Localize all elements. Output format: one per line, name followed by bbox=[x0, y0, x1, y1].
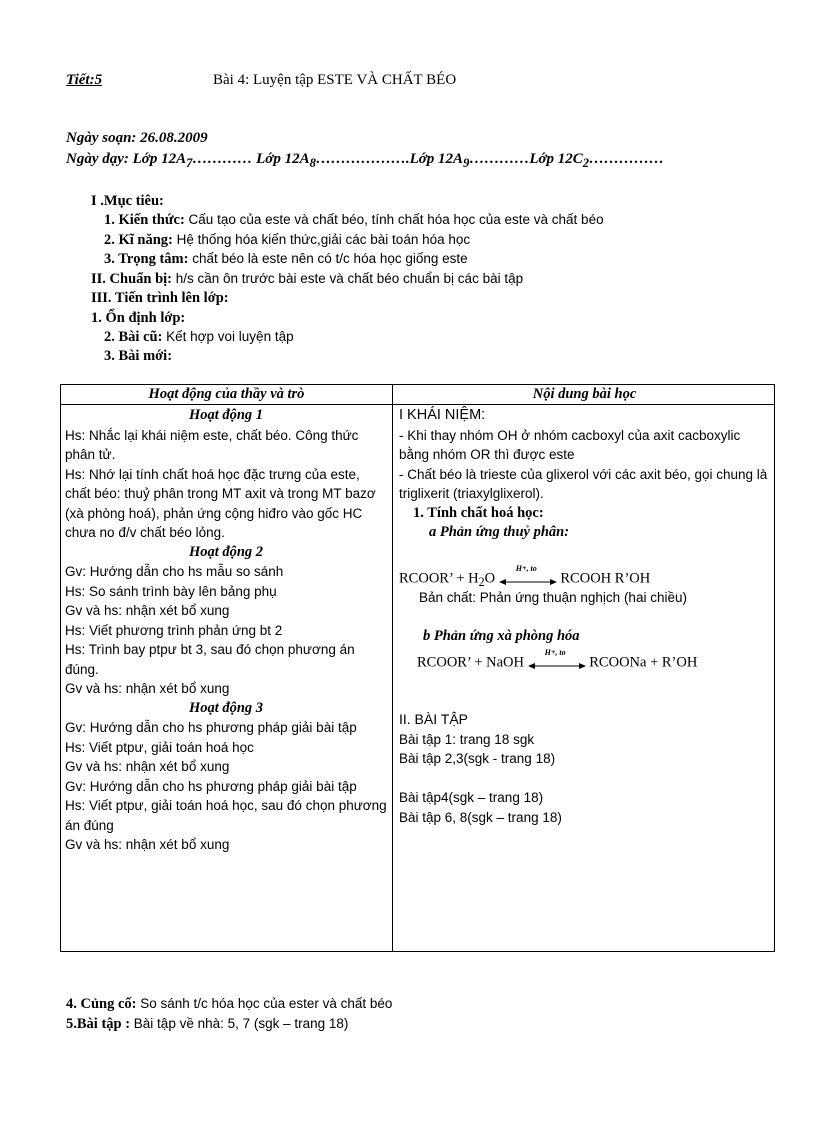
consolidation-text: So sánh t/c hóa học của ester và chất béo bbox=[136, 996, 393, 1011]
consolidation bbox=[66, 996, 392, 1013]
eq2-reactants: RCOOR’ + NaOH bbox=[417, 654, 524, 671]
class-stabilize-text: 1. Ổn định lớp: bbox=[91, 310, 186, 326]
teaching-date-prefix: Ngày dạy: Lớp 12A bbox=[66, 151, 187, 167]
class-stabilize bbox=[91, 310, 185, 327]
activity-3-heading: Hoạt động 3 bbox=[188, 699, 264, 716]
preparation-text: h/s cần ôn trước bài este và chất béo chuẩn bị các bài tập bbox=[172, 271, 524, 286]
exercises-heading: II. BÀI TẬP bbox=[399, 711, 468, 727]
activity-line: Gv và hs: nhận xét bổ xung bbox=[65, 603, 230, 618]
prep-date: Ngày soạn: 26.08.2009 bbox=[66, 130, 208, 146]
class-sub-2: 8 bbox=[309, 156, 316, 170]
properties-heading: 1. Tính chất hoá học: bbox=[413, 504, 544, 521]
saponification-equation bbox=[417, 648, 698, 673]
hydrolysis-heading: a Phản ứng thuỷ phân: bbox=[429, 524, 570, 540]
activity-line: Hs: Nhớ lại tính chất hoá học đặc trưng của este, chất béo: thuỷ phân trong MT axit và trong MT bazơ (xà phòng hoá), phản ứng cộng hiđro vào gốc HC chưa no đ/v chất béo lỏng. bbox=[65, 466, 376, 540]
objectives-heading bbox=[91, 193, 164, 210]
hydrolysis-nature: Bản chất: Phản ứng thuận nghịch (hai chiều) bbox=[419, 590, 687, 605]
objective-focus bbox=[104, 251, 468, 268]
activities-cell bbox=[65, 406, 387, 855]
teaching-date-mid-2: ……………….Lớp 12A bbox=[315, 151, 464, 167]
class-sub-4: 2 bbox=[582, 156, 590, 170]
activity-line: Hs: Viết ptpư, giải toán hoá học bbox=[65, 739, 254, 755]
teaching-date-mid-1: ………… Lớp 12A bbox=[192, 151, 310, 167]
exercise-line: Bài tập 2,3(sgk - trang 18) bbox=[399, 751, 556, 766]
homework-text: Bài tập về nhà: 5, 7 (sgk – trang 18) bbox=[130, 1016, 349, 1031]
focus-label: 3. Trọng tâm: bbox=[104, 251, 189, 267]
focus-text: chất béo là este nên có t/c hóa học giống este bbox=[188, 251, 468, 266]
exercise-line: Bài tập 1: trang 18 sgk bbox=[399, 732, 535, 747]
activity-2-heading: Hoạt động 2 bbox=[188, 543, 264, 560]
eq1-subscript: 2 bbox=[478, 575, 485, 590]
activity-line: Hs: Viết phương trình phản ứng bt 2 bbox=[65, 622, 283, 638]
homework-label: 5.Bài tập : bbox=[66, 1016, 131, 1032]
saponification-heading: b Phản ứng xà phòng hóa bbox=[423, 628, 580, 644]
activity-line: Gv: Hướng dẫn cho hs phương pháp giải bài tập bbox=[65, 720, 357, 735]
knowledge-label: 1. Kiến thức: bbox=[104, 212, 185, 228]
teaching-date-mid-3: …………Lớp 12C bbox=[469, 151, 583, 167]
knowledge-text: Cấu tạo của este và chất béo, tính chất hóa học của este và chất béo bbox=[184, 212, 604, 227]
activity-line: Hs: Nhắc lại khái niệm este, chất béo. Công thức phân tử. bbox=[65, 427, 359, 462]
procedure-heading-text: III. Tiến trình lên lớp: bbox=[91, 290, 229, 306]
old-lesson bbox=[104, 329, 294, 346]
procedure-heading bbox=[91, 290, 229, 307]
activity-line: Gv: Hướng dẫn cho hs mẫu so sánh bbox=[65, 564, 284, 579]
concept-heading: I KHÁI NIỆM: bbox=[399, 407, 486, 423]
objectives-heading-text: I .Mục tiêu: bbox=[91, 193, 164, 209]
teaching-date bbox=[66, 151, 664, 171]
lesson-title: Bài 4: Luyện tập ESTE VÀ CHẤT BÉO bbox=[213, 72, 457, 88]
class-sub-1: 7 bbox=[186, 156, 193, 170]
activity-line: Gv và hs: nhận xét bổ xung bbox=[65, 837, 230, 852]
activity-1-heading: Hoạt động 1 bbox=[188, 407, 264, 423]
hydrolysis-equation bbox=[399, 564, 651, 590]
homework bbox=[66, 1016, 348, 1033]
lesson-table bbox=[60, 384, 775, 952]
catalyst-label: H+, to bbox=[515, 564, 537, 573]
old-lesson-label: 2. Bài cũ: bbox=[104, 329, 163, 345]
eq2-products: RCOONa + R’OH bbox=[589, 654, 698, 671]
objective-knowledge bbox=[104, 212, 604, 229]
content-cell bbox=[399, 406, 771, 543]
activity-line: Gv: Hướng dẫn cho hs phương pháp giải bài tập bbox=[65, 778, 357, 794]
new-lesson-text: 3. Bài mới: bbox=[104, 348, 173, 364]
concept-ester: - Khi thay nhóm OH ở nhóm cacboxyl của axit cacboxylic bằng nhóm OR thì được este bbox=[399, 427, 741, 462]
eq1-products: RCOOH R’OH bbox=[560, 570, 651, 587]
eq1-reactants: RCOOR’ + H bbox=[399, 570, 479, 587]
table-header-content: Nội dung bài học bbox=[532, 386, 637, 402]
new-lesson bbox=[104, 348, 172, 365]
teaching-date-end: …………… bbox=[589, 151, 665, 167]
consolidation-label: 4. Củng cố: bbox=[66, 996, 137, 1012]
exercise-line: Bài tập4(sgk – trang 18) bbox=[399, 790, 544, 805]
exercise-line: Bài tập 6, 8(sgk – trang 18) bbox=[399, 810, 562, 825]
objective-skills bbox=[104, 232, 470, 249]
preparation bbox=[91, 271, 523, 288]
activity-line: Gv và hs: nhận xét bổ xung bbox=[65, 681, 230, 696]
concept-fat: - Chất béo là trieste của glixerol với các axit béo, gọi chung là triglixerit (triaxylglixerol). bbox=[399, 466, 768, 501]
activity-line: Hs: Trình bay ptpư bt 3, sau đó chọn phương án đúng. bbox=[65, 642, 355, 677]
lesson-number: Tiết:5 bbox=[66, 72, 103, 88]
eq1-oxygen: O bbox=[484, 570, 496, 587]
skills-text: Hệ thống hóa kiến thức,giải các bài toán hóa học bbox=[172, 232, 471, 247]
old-lesson-text: Kết hợp voi luyện tập bbox=[162, 329, 294, 344]
table-header-activities: Hoạt động của thầy và trò bbox=[148, 386, 305, 402]
skills-label: 2. Kĩ năng: bbox=[104, 232, 173, 248]
class-sub-3: 9 bbox=[463, 156, 470, 170]
activity-line: Hs: So sánh trình bày lên bảng phụ bbox=[65, 583, 277, 599]
column-divider bbox=[392, 385, 393, 951]
activity-line: Gv và hs: nhận xét bổ xung bbox=[65, 759, 230, 774]
preparation-label: II. Chuẩn bị: bbox=[91, 271, 172, 287]
reversible-arrow-icon bbox=[499, 564, 557, 589]
activity-line: Hs: Viết ptpư, giải toán hoá học, sau đó chọn phương án đúng bbox=[65, 798, 387, 833]
catalyst-label: H+, to bbox=[544, 648, 566, 657]
reversible-arrow-icon bbox=[528, 648, 586, 673]
header-divider bbox=[61, 404, 774, 405]
